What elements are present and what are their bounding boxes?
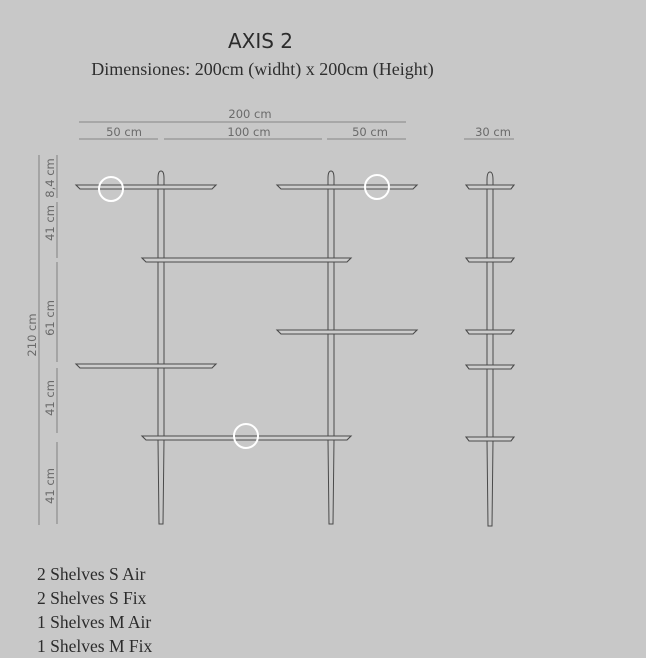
product-title: AXIS 2 [227, 29, 294, 53]
height-seg-4-label: 41 cm [43, 380, 57, 416]
width-dimensions [79, 107, 514, 139]
middle-width-label: 100 cm [227, 125, 271, 139]
side-view [466, 172, 514, 526]
side-post [487, 172, 493, 526]
depth-label: 30 cm [475, 125, 511, 139]
total-height-label: 210 cm [25, 313, 39, 357]
side-shelf-1 [466, 185, 514, 189]
side-shelf-3 [466, 330, 514, 334]
shelf-right-mid [277, 330, 417, 334]
parts-list-item: 1 Shelves M Air [37, 612, 152, 632]
height-seg-2-label: 41 cm [43, 205, 57, 241]
dimensions-subtitle: Dimensiones: 200cm (widht) x 200cm (Height) [91, 59, 434, 79]
parts-list [37, 562, 152, 658]
front-view-shelves [76, 185, 417, 440]
right-width-label: 50 cm [352, 125, 388, 139]
left-width-label: 50 cm [106, 125, 142, 139]
parts-list-item: 2 Shelves S Fix [37, 588, 147, 608]
total-width-label: 200 cm [228, 107, 272, 121]
position-markers [99, 175, 389, 448]
front-view-posts [158, 171, 334, 524]
shelf-middle-wide [142, 258, 351, 262]
height-seg-1-label: 8,4 cm [43, 158, 57, 198]
side-shelf-4 [466, 365, 514, 369]
shelf-bottom-wide [142, 436, 351, 440]
parts-list-item: 1 Shelves M Fix [37, 636, 153, 656]
side-shelf-5 [466, 437, 514, 441]
height-dimensions [25, 155, 57, 525]
height-seg-5-label: 41 cm [43, 468, 57, 504]
right-post [328, 171, 334, 524]
parts-list-item: 2 Shelves S Air [37, 564, 146, 584]
shelf-left-low [76, 364, 216, 368]
left-post [158, 171, 164, 524]
height-seg-3-label: 61 cm [43, 300, 57, 336]
shelf-top-left [76, 185, 216, 189]
shelf-top-right [277, 185, 417, 189]
side-shelf-2 [466, 258, 514, 262]
